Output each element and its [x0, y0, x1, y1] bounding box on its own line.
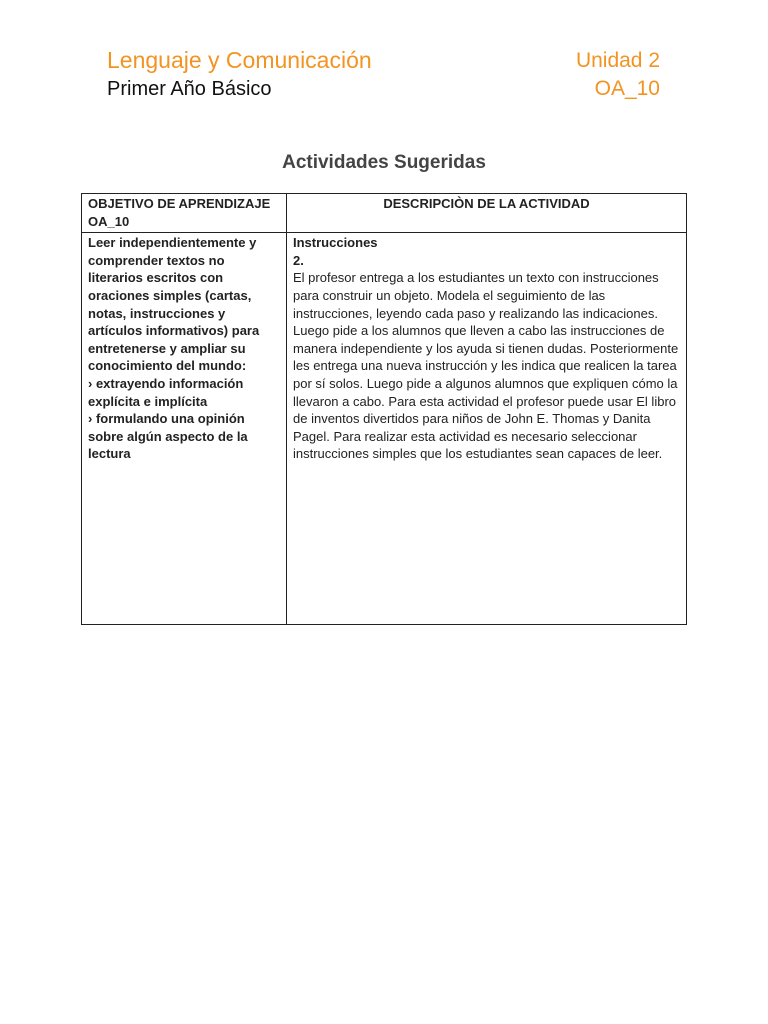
activity-description-text: El profesor entrega a los estudiantes un texto con instrucciones para construir un objeto. Modela el seguimiento de las instrucciones, leyendo cada paso y realizando las indicaciones. Luego pide a los alumnos que lleven a cabo las instrucciones de manera independiente y los ayuda si tienen dudas. Posteriormente les entrega una nueva instrucción y les indica que realicen la tarea por sí solos. Luego pide a algunos alumnos que expliquen cómo la llevaron a cabo. Para esta actividad el profesor puede usar El libro de inventos divertidos para niños de John E. Thomas y Danita Pagel. Para realizar esta actividad es necesario seleccionar instrucciones simples que los estudiantes sean capaces de leer. [293, 270, 679, 462]
learning-objective-code: OA_10 [594, 77, 660, 100]
subject-title: Lenguaje y Comunicación [107, 47, 372, 73]
activity-number: 2. [293, 252, 304, 268]
table-header-row [82, 194, 687, 233]
section-title: Actividades Sugeridas [282, 152, 486, 173]
document-header-right [576, 46, 660, 103]
description-column-header: DESCRIPCIÒN DE LA ACTIVIDAD [287, 194, 687, 233]
objective-text: Leer independientemente y comprender textos no literarios escritos con oraciones simples (cartas, notas, instrucciones y artículos informativos) para entretenerse y ampliar su conocimiento del mundo: [88, 235, 260, 374]
activities-table [81, 193, 687, 625]
activity-title: Instrucciones [293, 235, 378, 251]
objective-bullet: › extrayendo información explícita e implícita [88, 375, 244, 409]
objective-cell [82, 233, 287, 625]
unit-label: Unidad 2 [575, 49, 660, 72]
description-cell [287, 233, 687, 625]
document-header-left [107, 46, 372, 103]
table-row [82, 233, 687, 625]
objective-bullet: › formulando una opinión sobre algún aspecto de la lectura [88, 411, 248, 462]
grade-level: Primer Año Básico [107, 78, 272, 100]
objective-column-header: OBJETIVO DE APRENDIZAJE OA_10 [82, 194, 287, 233]
